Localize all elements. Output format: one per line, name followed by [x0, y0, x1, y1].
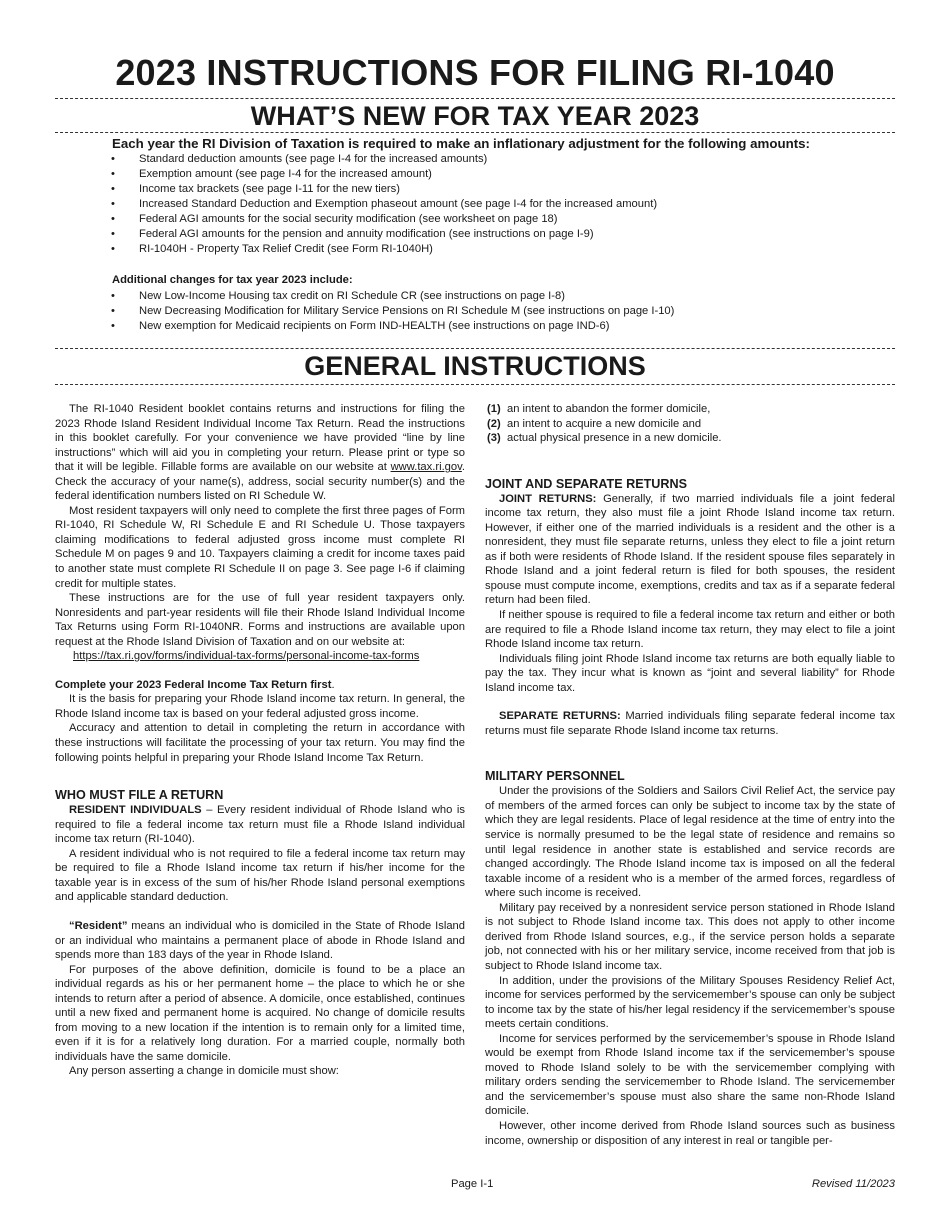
paragraph: “Resident” means an individual who is domiciled in the State of Rhode Island or an individual who maintains a permanent place of abode in Rhode Island and spends more than 183 days of the year in Rhode Island. [55, 919, 465, 962]
divider [55, 98, 895, 99]
list-item: • New Low-Income Housing tax credit on RI Schedule CR (see instructions on page I-8) [110, 289, 674, 304]
list-item: • New Decreasing Modification for Military Service Pensions on RI Schedule M (see instructions on page I-10) [110, 304, 674, 319]
paragraph: A resident individual who is not required to file a federal income tax return may be required to file a Rhode Island income tax return if his/her income for the taxable year is in excess of the sum of his/her Rhode Island personal exemptions and applicable standard deduction. [55, 847, 465, 904]
list-item: • New exemption for Medicaid recipients on Form IND-HEALTH (see instructions on page IND-6) [110, 319, 674, 334]
paragraph: However, other income derived from Rhode Island sources such as business income, ownership or disposition of any interest in real or tangible per- [485, 1119, 895, 1147]
domicile-requirements-list [485, 402, 895, 446]
list-item: • RI-1040H - Property Tax Relief Credit (see Form RI-1040H) [110, 242, 657, 257]
joint-separate-heading: JOINT AND SEPARATE RETURNS [485, 476, 687, 491]
list-item: (3) actual physical presence in a new domicile. [487, 432, 722, 445]
paragraph: Most resident taxpayers will only need to complete the first three pages of Form RI-1040, RI Schedule W, RI Schedule E and RI Schedule U. Those taxpayers claiming modifications to federal adjusted gross income must complete RI Schedule M on pages 9 and 10. Taxpayers claiming a credit for income taxes paid to another state must complete RI Schedule II on page 3. See page I-6 if claiming credit for multiple states. [55, 504, 465, 590]
paragraph: Military pay received by a nonresident service person stationed in Rhode Island is not subject to Rhode Island income tax. This does not apply to other income derived from Rhode Island sources, e.g., if the service person holds a separate job, not connected with his or her military service, income received from that job is subject to Rhode Island income tax. [485, 901, 895, 972]
paragraph: Accuracy and attention to detail in completing the return in accordance with these instructions will facilitate the processing of your tax return. You may find the following points helpful in preparing your Rhode Island Income Tax Return. [55, 722, 465, 764]
additional-changes-heading: Additional changes for tax year 2023 include: [112, 274, 353, 286]
paragraph: JOINT RETURNS: Generally, if two married individuals file a joint federal income tax return, they also must file a joint Rhode Island income tax return. However, if either one of the married individuals is a resident and the other is a nonresident, they must file separate returns, unless they elect to file a joint return as if both were residents of Rhode Island. If the resident spouse files separately in Rhode Island and a joint federal return is filed for both spouses, the resident spouse must compute income, exemptions, credits and tax as if a separate federal return had been filed. [485, 492, 895, 607]
website-link[interactable]: www.tax.ri.gov [390, 461, 462, 474]
list-item: • Federal AGI amounts for the social security modification (see worksheet on page 18) [110, 212, 657, 227]
paragraph: Individuals filing joint Rhode Island income tax returns are both equally liable to pay the tax. They incur what is known as “joint and several liability” for Rhode Island income tax. [485, 652, 895, 694]
list-item: (2) an intent to acquire a new domicile and [487, 417, 702, 430]
military-personnel-heading: MILITARY PERSONNEL [485, 769, 625, 784]
whats-new-intro: Each year the RI Division of Taxation is required to make an inflationary adjustment for the following amounts: [112, 136, 810, 151]
divider [55, 384, 895, 385]
list-item: • Exemption amount (see page I-4 for the increased amount) [110, 167, 657, 182]
who-must-file-heading: WHO MUST FILE A RETURN [55, 788, 224, 803]
paragraph: Any person asserting a change in domicile must show: [69, 1065, 339, 1078]
revision-date: Revised 11/2023 [811, 1178, 895, 1190]
forms-link[interactable]: https://tax.ri.gov/forms/individual-tax-forms/personal-income-tax-forms [73, 650, 420, 663]
divider [55, 132, 895, 133]
whats-new-title: WHAT’S NEW FOR TAX YEAR 2023 [250, 101, 700, 131]
paragraph: SEPARATE RETURNS: Married individuals filing separate federal income tax returns must file separate Rhode Island income tax returns. [485, 710, 895, 737]
page-number: Page I-1 [451, 1178, 494, 1190]
paragraph: It is the basis for preparing your Rhode Island income tax return. In general, the Rhode Island income tax is based on your federal adjusted gross income. [55, 693, 465, 720]
inflation-adjustment-list [110, 152, 657, 257]
list-item: • Increased Standard Deduction and Exemption phaseout amount (see page I-4 for the increased amount) [110, 197, 657, 212]
paragraph: These instructions are for the use of full year resident taxpayers only. Nonresidents and part-year residents will file their Rhode Island Individual Income Tax Returns using Form RI-1040NR. Forms and instructions are available upon request at the Rhode Island Division of Taxation and on our website at: [55, 592, 465, 648]
paragraph: Complete your 2023 Federal Income Tax Return first. [55, 678, 335, 691]
additional-changes-list [110, 289, 674, 334]
list-item: • Standard deduction amounts (see page I-4 for the increased amounts) [110, 152, 657, 167]
right-column [485, 402, 895, 1148]
paragraph: The RI-1040 Resident booklet contains returns and instructions for filing the 2023 Rhode Island Resident Individual Income Tax Return. Read the instructions in this booklet carefully. For your convenience we have provided “line by line instructions” which will aid you in completing your return. Please print or type so that it will be legible. Fillable forms are available on our website at www.tax.ri.gov. Check the accuracy of your name(s), address, social security number(s) and the federal identification numbers listed on RI Schedule W. [55, 403, 465, 503]
paragraph: For purposes of the above definition, domicile is found to be a place an individual regards as his or her permanent home – the place to which he or she intends to return after a period of absence. A domicile, once established, continues until a new fixed and permanent home is acquired. No change of domicile results from moving to a new location if the intention is to remain only for a limited time, even if it is for a relatively long duration. For a married couple, normally both individuals have the same domicile. [55, 963, 465, 1063]
page-title: 2023 INSTRUCTIONS FOR FILING RI-1040 [115, 52, 835, 93]
paragraph: Income for services performed by the servicemember’s spouse in Rhode Island would be exempt from Rhode Island income tax if the servicemember’s spouse moved to Rhode Island solely to be with the servicemember complying with military orders sending the servicemember to Rhode Island. The servicemember and the servicemember’s spouse must also share the same non-Rhode Island domicile. [485, 1032, 895, 1118]
paragraph: In addition, under the provisions of the Military Spouses Residency Relief Act, income for services performed by the servicemember’s spouse can only be subject to income tax by the state of his/her legal residency if the servicemember’s spouse meets certain conditions. [485, 974, 895, 1031]
paragraph: Under the provisions of the Soldiers and Sailors Civil Relief Act, the service pay of members of the armed forces can only be subject to income tax by the state of which they are legal residents. Place of legal residence at the time of entry into the service is normally presumed to be the legal state of residence and remains so until legal residence in another state is established and service records are changed accordingly. The Rhode Island income tax is imposed on all the federal taxable income of a resident who is a member of the armed forces, regardless of where such income is received. [485, 785, 895, 900]
paragraph: RESIDENT INDIVIDUALS – Every resident individual of Rhode Island who is required to file a federal income tax return must file a Rhode Island individual income tax return (RI-1040). [55, 804, 465, 846]
left-column [55, 402, 465, 1079]
list-item: (1) an intent to abandon the former domicile, [487, 403, 711, 415]
list-item: • Income tax brackets (see page I-11 for the new tiers) [110, 182, 657, 197]
divider [55, 348, 895, 349]
paragraph: If neither spouse is required to file a federal income tax return and either or both are required to file a Rhode Island income tax return, they may elect to file a joint Rhode Island income tax return. [485, 609, 895, 651]
list-item: • Federal AGI amounts for the pension and annuity modification (see instructions on page I-9) [110, 227, 657, 242]
general-instructions-title: GENERAL INSTRUCTIONS [304, 351, 646, 381]
